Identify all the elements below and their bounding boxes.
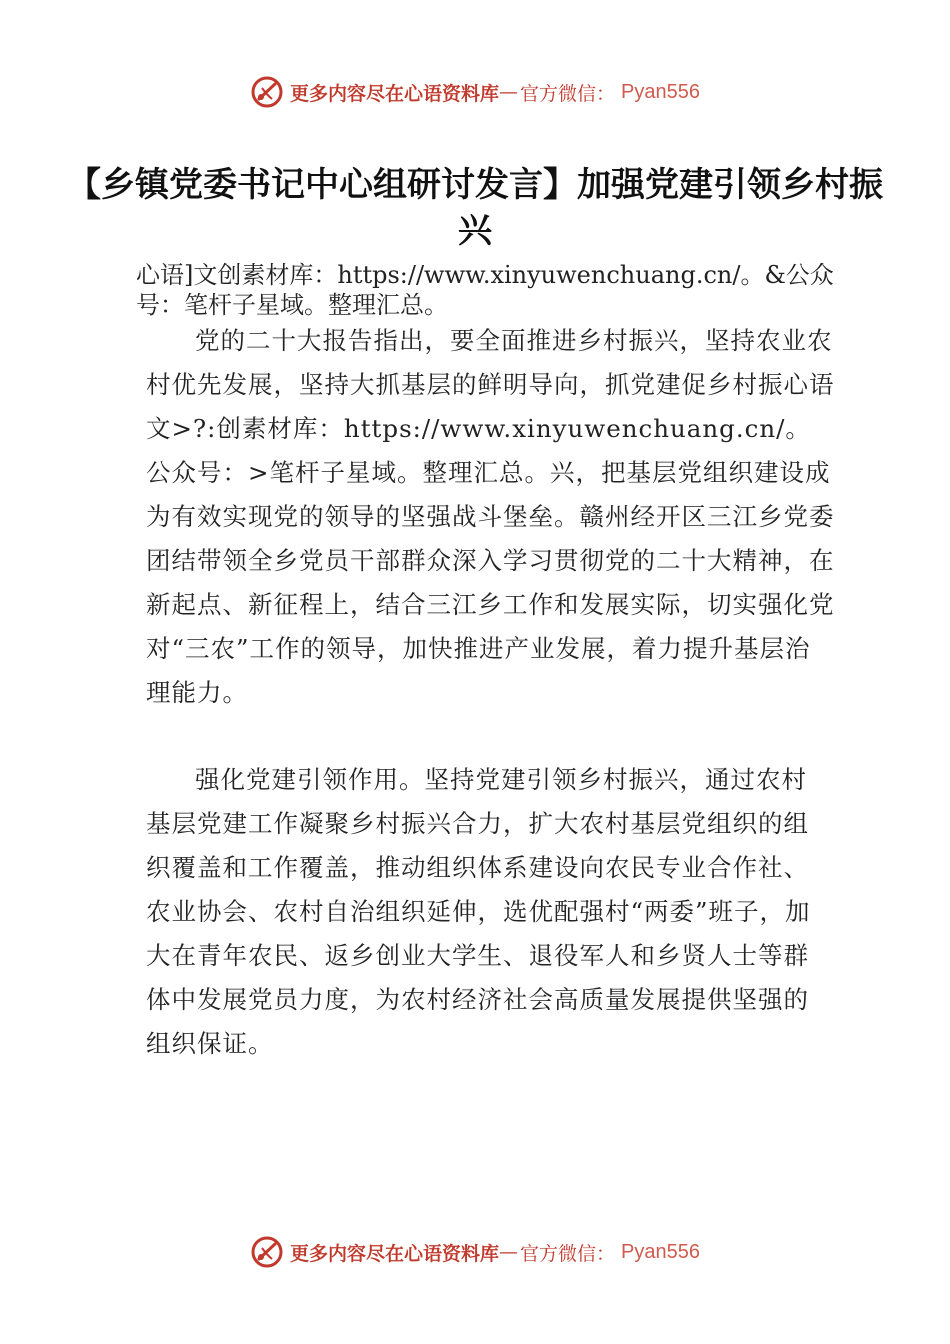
banner-wechat-id: Pyan556: [621, 80, 700, 103]
banner-main-text: 更多内容尽在心语资料库: [290, 1242, 500, 1265]
footer-banner: [0, 1232, 950, 1272]
banner-wechat-id: Pyan556: [621, 1240, 700, 1263]
brand-logo-icon: [250, 1235, 284, 1269]
banner-wechat-label: 官方微信：: [520, 82, 616, 105]
paragraph-1: 党的二十大报告指出，要全面推进乡村振兴，坚持农业农村优先发展，坚持大抓基层的鲜明导向，抓党建促乡村振心语文>?:创素材库：https://www.xinyuwenchuang.cn/。公众号：>笔杆子星域。整理汇总。兴，把基层党组织建设成为有效实现党的领导的坚强战斗堡垒。赣州经开区三江乡党委团结带领全乡党员干部群众深入学习贯彻党的二十大精神，在新起点、新征程上，结合三江乡工作和发展实际，切实强化党对“三农”工作的领导，加快推进产业发展，着力提升基层治理能力。: [146, 326, 835, 707]
banner-wechat-label: 官方微信：: [520, 1242, 616, 1265]
paragraph-2: 强化党建引领作用。坚持党建引领乡村振兴，通过农村基层党建工作凝聚乡村振兴合力，扩大农村基层党组织的组织覆盖和工作覆盖，推动组织体系建设向农民专业合作社、农业协会、农村自治组织延伸，选优配强村“两委”班子，加大在青年农民、返乡创业大学生、退役军人和乡贤人士等群体中发展党员力度，为农村经济社会高质量发展提供坚强的组织保证。: [146, 765, 811, 1058]
banner-main-text: 更多内容尽在心语资料库: [290, 82, 500, 105]
source-note: 心语]文创素材库：https://www.xinyuwenchuang.cn/。&公众号：笔杆子星域。整理汇总。: [136, 261, 834, 319]
document-title: 【乡镇党委书记中心组研讨发言】加强党建引领乡村振兴: [67, 165, 883, 251]
banner-dash: —: [499, 81, 519, 103]
brand-logo-icon: [250, 75, 284, 109]
header-banner: [0, 72, 950, 112]
banner-dash: —: [499, 1241, 519, 1263]
